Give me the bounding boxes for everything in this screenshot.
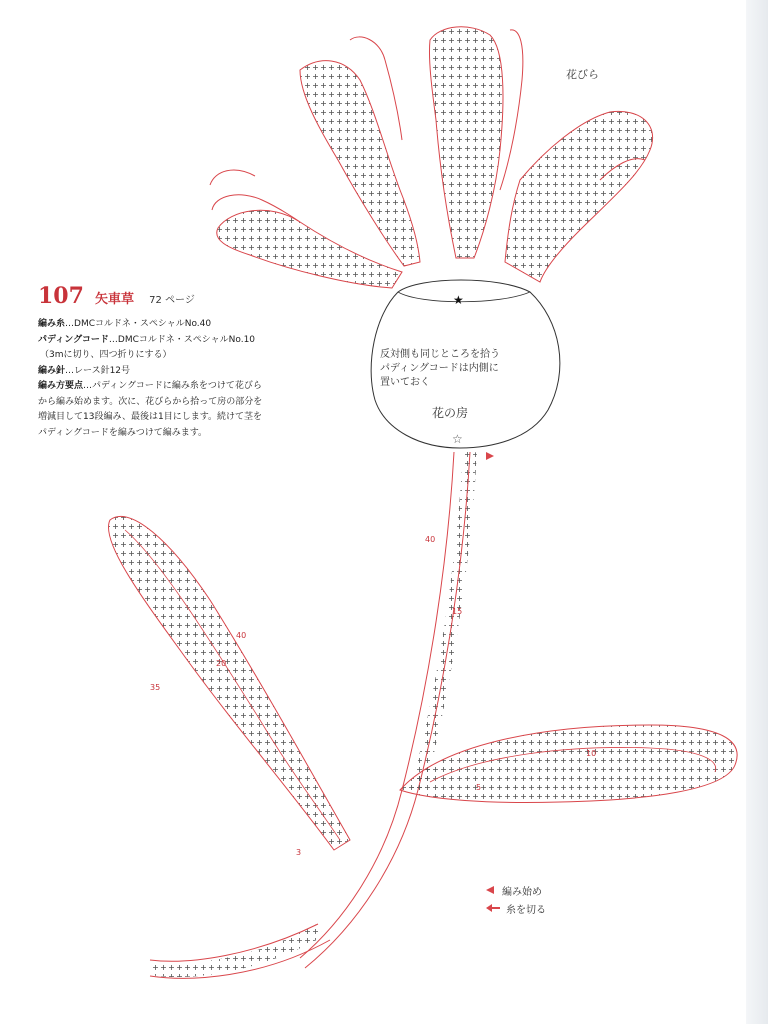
page-reference: 72 ページ [149, 295, 195, 306]
count-leaf-right-10: 10 [586, 749, 597, 758]
cut-arrow-icon [486, 904, 500, 912]
points-line-2: から編み始めます。次に、花びらから拾って房の部分を [38, 396, 263, 407]
left-leaf [108, 517, 350, 850]
petal-2 [300, 37, 420, 266]
count-leaf-left-3: 3 [296, 848, 302, 857]
star-mark: ★ [453, 293, 464, 307]
needle-line: 編み針…レース針12号 [38, 365, 131, 376]
legend-cut: 糸を切る [486, 899, 546, 917]
padding-note: （3mに切り、四つ折りにする） [40, 350, 172, 360]
right-leaf [400, 725, 737, 803]
legend [486, 881, 546, 917]
count-leaf-left-35: 35 [150, 683, 161, 692]
yarn-line: 編み糸…DMCコルドネ・スペシャルNo.40 [38, 319, 212, 329]
count-stem-40: 40 [425, 535, 436, 544]
petals-label: 花びら [566, 68, 599, 81]
points-line-4: パディングコードを編みつけて編みます。 [38, 427, 208, 438]
count-leaf-left-40: 40 [236, 631, 247, 640]
padding-line: パディングコード…DMCコルドネ・スペシャルNo.10 [38, 334, 256, 345]
pattern-number: 107 [38, 283, 84, 309]
start-arrow-mark [486, 452, 494, 460]
points-line-1: 編み方要点…パディングコードに編み糸をつけて花びら [38, 381, 262, 391]
start-arrow-icon [486, 886, 496, 894]
points-line-3: 増減目して13段編み、最後は1目にします。続けて茎を [38, 412, 262, 422]
open-star-mark: ☆ [452, 432, 463, 446]
count-leaf-left-20: 20 [216, 659, 227, 668]
count-leaf-right-5: 5 [476, 783, 482, 792]
count-stem-15: 15 [452, 607, 463, 616]
pattern-name: 矢車草 [95, 292, 135, 307]
petal-4 [505, 111, 653, 282]
stem [150, 452, 494, 978]
house-label: 花の房 [432, 406, 469, 420]
house-note: 反対側も同じところを拾う パディングコードは内側に 置いておく [380, 349, 500, 388]
petal-3 [429, 27, 522, 258]
legend-start: 編み始め [486, 881, 546, 899]
